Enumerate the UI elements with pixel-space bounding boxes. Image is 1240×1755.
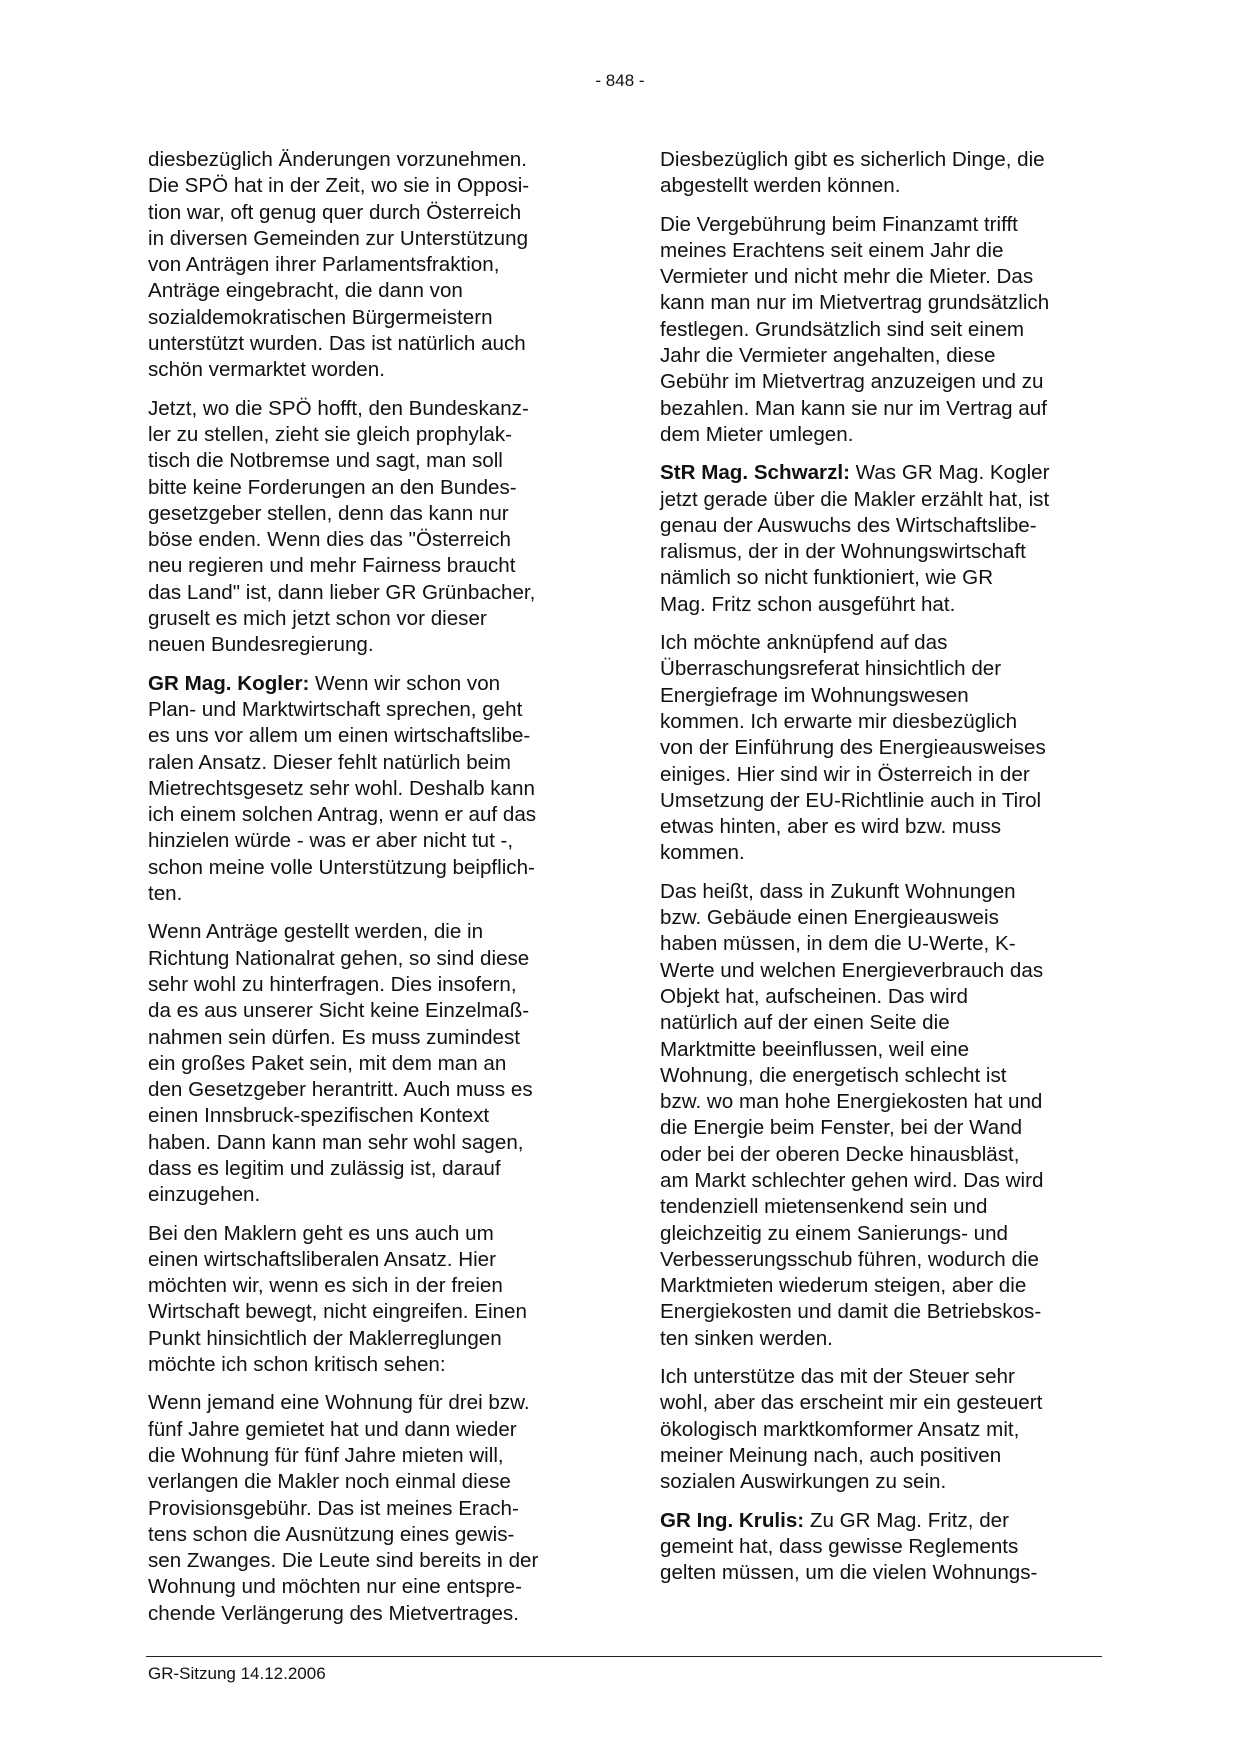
speaker-name: StR Mag. Schwarzl: xyxy=(660,461,850,485)
speech-text: Wenn wir schon von Plan- und Marktwirtschaft sprechen, geht es uns vor allem um einen wirtschaftslibe- ralen Ansatz. Dieser fehlt natürlich beim Mietrechtsgesetz sehr wohl. Deshalb kann ich einem solchen Antrag, wenn er auf das hinzielen würde - was er aber nicht tut -, schon meine volle Unterstützung beipflich- ten. xyxy=(148,671,537,906)
paragraph: Das heißt, dass in Zukunft Wohnungen bzw. Gebäude einen Energieausweis haben müssen, in dem die U-Werte, K- Werte und welchen Energieverbrauch das Objekt hat, aufscheinen. Das wird natürlich auf der einen Seite die Marktmitte beeinflussen, weil eine Wohnung, die energetisch schlecht ist bzw. wo man hohe Energiekosten hat und die Energie beim Fenster, bei der Wand oder bei der oberen Decke hinausbläst, am Markt schlechter gehen wird. Das wird tendenziell mietensenkend sein und gleichzeitig zu einem Sanierungs- und Verbesserungsschub führen, wodurch die Marktmieten wiederum steigen, aber die Energiekosten und damit die Betriebskos- ten sinken werden. xyxy=(660,879,1044,1350)
paragraph: Die Vergebührung beim Finanzamt trifft meines Erachtens seit einem Jahr die Vermieter und nicht mehr die Mieter. Das kann man nur im Mietvertrag grundsätzlich festlegen. Grundsätzlich sind seit einem Jahr die Vermieter angehalten, diese Gebühr im Mietvertrag anzuzeigen und zu bezahlen. Man kann sie nur im Vertrag auf dem Mieter umlegen. xyxy=(660,212,1050,446)
speech-paragraph xyxy=(660,460,1100,618)
speech-paragraph xyxy=(660,1508,1100,1587)
left-column xyxy=(148,147,588,1639)
paragraph: Ich unterstütze das mit der Steuer sehr wohl, aber das erscheint mir ein gesteuert ökologisch marktkomformer Ansatz mit, meiner Meinung nach, auch positiven sozialen Auswirkungen zu sein. xyxy=(660,1365,1043,1494)
footer-session-date: GR-Sitzung 14.12.2006 xyxy=(148,1664,326,1683)
footer-divider xyxy=(146,1656,1102,1657)
paragraph: Wenn jemand eine Wohnung für drei bzw. fünf Jahre gemietet hat und dann wieder die Wohnung für fünf Jahre mieten will, verlangen die Makler noch einmal diese Provisionsgebühr. Das ist meines Erach- tens schon die Ausnützung eines gewis- sen Zwanges. Die Leute sind bereits in der Wohnung und möchten nur eine entspre- chende Verlängerung des Mietvertrages. xyxy=(148,1391,539,1625)
speaker-name: GR Ing. Krulis: xyxy=(660,1508,805,1532)
speech-text: Was GR Mag. Kogler jetzt gerade über die Makler erzählt hat, ist genau der Auswuchs des Wirtschaftslibe- ralismus, der in der Wohnungswirtschaft nämlich so nicht funktioniert, wie GR Mag. Fritz schon ausgeführt hat. xyxy=(660,461,1050,616)
paragraph: Wenn Anträge gestellt werden, die in Richtung Nationalrat gehen, so sind diese sehr wohl zu hinterfragen. Dies insofern, da es aus unserer Sicht keine Einzelmaß- nahmen sein dürfen. Es muss zumindest ein großes Paket sein, mit dem man an den Gesetzgeber herantritt. Auch muss es einen Innsbruck-spezifischen Kontext haben. Dann kann man sehr wohl sagen, dass es legitim und zulässig ist, darauf einzugehen. xyxy=(148,920,533,1207)
paragraph: Jetzt, wo die SPÖ hofft, den Bundeskanz- ler zu stellen, zieht sie gleich prophylak- tisch die Notbremse und sagt, man soll bitte keine Forderungen an den Bundes- gesetzgeber stellen, denn das kann nur böse enden. Wenn dies das "Österreich neu regieren und mehr Fairness braucht das Land" ist, dann lieber GR Grünbacher, gruselt es mich jetzt schon vor dieser neuen Bundesregierung. xyxy=(148,396,536,657)
right-column xyxy=(660,147,1100,1598)
paragraph: Ich möchte anknüpfend auf das Überraschungsreferat hinsichtlich der Energiefrage im Wohnungswesen kommen. Ich erwarte mir diesbezüglich von der Einführung des Energieausweises einiges. Hier sind wir in Österreich in der Umsetzung der EU-Richtlinie auch in Tirol etwas hinten, aber es wird bzw. muss kommen. xyxy=(660,631,1046,865)
speaker-name: GR Mag. Kogler: xyxy=(148,671,310,695)
paragraph: Bei den Maklern geht es uns auch um einen wirtschaftsliberalen Ansatz. Hier möchten wir, wenn es sich in der freien Wirtschaft bewegt, nicht eingreifen. Einen Punkt hinsichtlich der Maklerreglungen möchte ich schon kritisch sehen: xyxy=(148,1221,527,1377)
page-number: - 848 - xyxy=(595,71,645,90)
paragraph: diesbezüglich Änderungen vorzunehmen. Die SPÖ hat in der Zeit, wo sie in Opposi- tion war, oft genug quer durch Österreich in diversen Gemeinden zur Unterstützung von Anträgen ihrer Parlamentsfraktion, Anträge eingebracht, die dann von sozialdemokratischen Bürgermeistern unterstützt wurden. Das ist natürlich auch schön vermarktet worden. xyxy=(148,148,530,382)
speech-paragraph xyxy=(148,671,588,908)
paragraph: Diesbezüglich gibt es sicherlich Dinge, die abgestellt werden können. xyxy=(660,148,1045,198)
speech-text: Zu GR Mag. Fritz, der gemeint hat, dass gewisse Reglements gelten müssen, um die vielen Wohnungs- xyxy=(660,1508,1038,1585)
